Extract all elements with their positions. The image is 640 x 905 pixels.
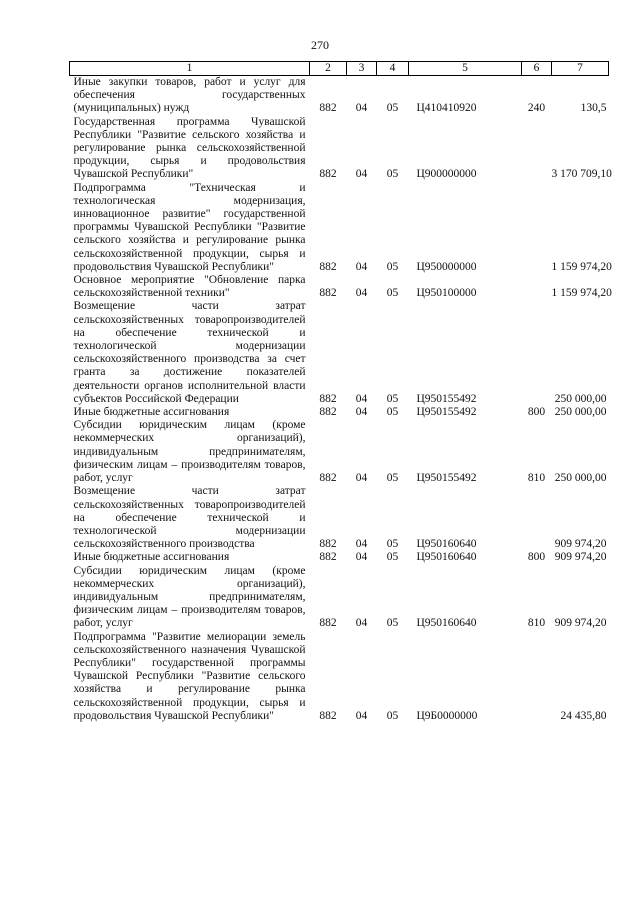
row-name: Субсидии юридическим лицам (кроме некоммерческих организаций), индивидуальным предпринимателям, физическим лицам – производителям товаров, работ, услуг — [73, 564, 306, 630]
row-name: Иные бюджетные ассигнования — [73, 551, 230, 564]
row-subsection-code: 05 — [386, 168, 399, 181]
table-header-row — [70, 62, 609, 76]
row-amount: 1 159 974,20 — [551, 287, 612, 300]
row-expense-type — [522, 116, 552, 182]
column-header: 1 — [70, 62, 310, 76]
table-row — [70, 419, 609, 485]
column-header: 4 — [377, 62, 409, 76]
row-section-code: 04 — [355, 406, 368, 419]
row-amount: 250 000,00 — [554, 472, 607, 485]
row-ministry-code: 882 — [319, 551, 337, 564]
row-expense-type: 800 — [527, 551, 546, 564]
table-row — [70, 274, 609, 300]
table-row — [70, 406, 609, 419]
row-name: Государственная программа Чувашской Республики "Развитие сельского хозяйства и регулирование рынка сельскохозяйственной продукции, сырья и продовольствия Чувашской Республики" — [73, 115, 306, 181]
row-section-code: 04 — [355, 260, 368, 273]
row-name: Основное мероприятие "Обновление парка сельскохозяйственной техники" — [73, 274, 306, 300]
row-ministry-code: 882 — [319, 406, 337, 419]
row-expense-type: 810 — [527, 617, 546, 630]
row-name: Возмещение части затрат сельскохозяйственных товаропроизводителей на обеспечение технической и технологической модернизации сельскохозяйственного производства — [73, 485, 306, 551]
row-expense-type — [522, 182, 552, 274]
row-target-code: Ц950000000 — [416, 260, 477, 273]
row-expense-type — [522, 300, 552, 406]
row-subsection-code: 05 — [386, 102, 399, 115]
row-subsection-code: 05 — [386, 406, 399, 419]
row-target-code: Ц950155492 — [416, 406, 477, 419]
row-target-code: Ц950160640 — [416, 551, 477, 564]
row-expense-type — [522, 631, 552, 723]
table-row — [70, 182, 609, 274]
row-target-code: Ц9Б0000000 — [416, 709, 478, 722]
row-name: Возмещение части затрат сельскохозяйственных товаропроизводителей на обеспечение технической и технологической модернизации сельскохозяйственного производства за счет гранта за достижение показателей деятельности органов исполнительной власти субъектов Российской Федерации — [73, 300, 306, 405]
row-ministry-code: 882 — [319, 260, 337, 273]
row-name: Иные бюджетные ассигнования — [73, 406, 230, 419]
column-header: 7 — [552, 62, 609, 76]
row-amount: 130,5 — [580, 102, 607, 115]
row-ministry-code: 882 — [319, 617, 337, 630]
row-section-code: 04 — [355, 287, 368, 300]
table-row — [70, 551, 609, 564]
row-amount: 250 000,00 — [554, 392, 607, 405]
row-section-code: 04 — [355, 538, 368, 551]
row-expense-type: 800 — [527, 406, 546, 419]
row-target-code: Ц950155492 — [416, 472, 477, 485]
row-subsection-code: 05 — [386, 260, 399, 273]
row-ministry-code: 882 — [319, 168, 337, 181]
row-subsection-code: 05 — [386, 709, 399, 722]
row-subsection-code: 05 — [386, 392, 399, 405]
row-target-code: Ц410410920 — [416, 102, 477, 115]
table-row — [70, 300, 609, 406]
table-row — [70, 116, 609, 182]
row-subsection-code: 05 — [386, 287, 399, 300]
row-target-code: Ц900000000 — [416, 168, 477, 181]
row-section-code: 04 — [355, 392, 368, 405]
row-section-code: 04 — [355, 168, 368, 181]
row-amount: 909 974,20 — [554, 617, 607, 630]
row-section-code: 04 — [355, 102, 368, 115]
row-subsection-code: 05 — [386, 538, 399, 551]
row-section-code: 04 — [355, 617, 368, 630]
row-name: Подпрограмма "Развитие мелиорации земель сельскохозяйственного назначения Чувашской Республики" государственной программы Чувашской Республики "Развитие сельского хозяйства и регулирование рынка сельскохозяйственной продукции, сырья и продовольствия Чувашской Республики" — [73, 630, 306, 722]
row-amount: 250 000,00 — [554, 406, 607, 419]
table-row — [70, 631, 609, 723]
table-row — [70, 485, 609, 551]
row-amount: 1 159 974,20 — [551, 260, 612, 273]
row-ministry-code: 882 — [319, 472, 337, 485]
row-subsection-code: 05 — [386, 472, 399, 485]
row-amount: 909 974,20 — [554, 538, 607, 551]
table-row — [70, 76, 609, 116]
row-target-code: Ц950155492 — [416, 392, 477, 405]
row-ministry-code: 882 — [319, 709, 337, 722]
column-header: 5 — [409, 62, 522, 76]
table-row — [70, 565, 609, 631]
row-ministry-code: 882 — [319, 392, 337, 405]
row-amount: 909 974,20 — [554, 551, 607, 564]
column-header: 6 — [522, 62, 552, 76]
row-expense-type: 240 — [527, 102, 546, 115]
row-section-code: 04 — [355, 551, 368, 564]
row-ministry-code: 882 — [319, 538, 337, 551]
row-target-code: Ц950160640 — [416, 617, 477, 630]
row-name: Иные закупки товаров, работ и услуг для обеспечения государственных (муниципальных) нужд — [73, 76, 306, 115]
row-subsection-code: 05 — [386, 617, 399, 630]
row-expense-type — [522, 274, 552, 300]
page-number: 270 — [311, 38, 329, 52]
row-amount: 24 435,80 — [560, 709, 607, 722]
row-ministry-code: 882 — [319, 287, 337, 300]
row-target-code: Ц950160640 — [416, 538, 477, 551]
row-section-code: 04 — [355, 472, 368, 485]
budget-table — [69, 61, 612, 723]
row-expense-type — [522, 485, 552, 551]
row-target-code: Ц950100000 — [416, 287, 477, 300]
column-header: 3 — [347, 62, 377, 76]
row-section-code: 04 — [355, 709, 368, 722]
row-expense-type: 810 — [527, 472, 546, 485]
row-amount: 3 170 709,10 — [551, 168, 612, 181]
row-ministry-code: 882 — [319, 102, 337, 115]
row-subsection-code: 05 — [386, 551, 399, 564]
row-name: Подпрограмма "Техническая и технологическая модернизация, инновационное развитие" государственной программы Чувашской Республики "Развитие сельского хозяйства и регулирование рынка сельскохозяйственной продукции, сырья и продовольствия Чувашской Республики" — [73, 181, 306, 273]
column-header: 2 — [310, 62, 347, 76]
row-name: Субсидии юридическим лицам (кроме некоммерческих организаций), индивидуальным предпринимателям, физическим лицам – производителям товаров, работ, услуг — [73, 419, 306, 485]
